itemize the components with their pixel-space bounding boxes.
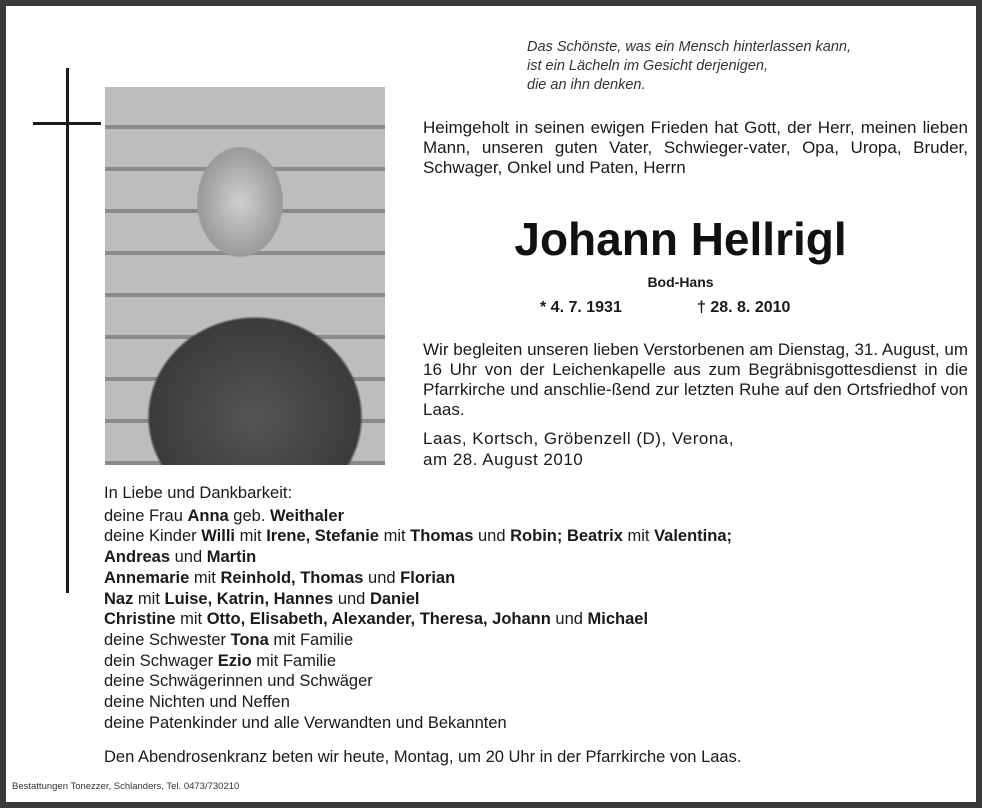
cross-icon: [66, 68, 69, 593]
family-heading: In Liebe und Dankbarkeit:: [104, 484, 293, 502]
family-text: mit: [133, 589, 165, 608]
family-name: Willi: [201, 527, 236, 546]
family-name: Thomas: [410, 527, 474, 546]
family-text: mit: [235, 527, 267, 546]
family-name: Luise, Katrin, Hannes: [164, 589, 334, 608]
family-name: Daniel: [369, 589, 420, 608]
family-name: Robin; Beatrix: [510, 527, 623, 546]
quote-line: die an ihn denken.: [527, 77, 646, 93]
places-line: Laas, Kortsch, Gröbenzell (D), Verona,: [423, 429, 734, 448]
family-line: [104, 713, 732, 734]
family-name: Andreas: [104, 548, 171, 567]
family-text: deine Kinder: [104, 527, 202, 546]
family-name: Ezio: [217, 651, 252, 670]
family-name: Weithaler: [270, 506, 344, 525]
family-list: [104, 483, 732, 733]
family-name: Valentina;: [654, 527, 733, 546]
family-line: [104, 526, 732, 547]
funeral-home-footer: Bestattungen Tonezzer, Schlanders, Tel. 0473/730210: [12, 781, 240, 792]
family-line: [104, 547, 732, 568]
family-text: und: [363, 568, 401, 587]
family-text: mit Familie: [251, 651, 337, 670]
cross-icon-bar: [33, 122, 101, 125]
family-text: dein Schwager: [104, 651, 218, 670]
family-text: deine Patenkinder und alle Verwandten und Bekannten: [104, 713, 507, 732]
family-text: deine Nichten und Neffen: [104, 693, 290, 712]
family-text: mit: [175, 610, 207, 629]
family-name: Christine: [104, 610, 176, 629]
family-name: Otto, Elisabeth, Alexander, Theresa, Johann: [206, 610, 551, 629]
family-line: [104, 568, 732, 589]
intro-text: Heimgeholt in seinen ewigen Frieden hat Gott, der Herr, meinen lieben Mann, unseren guten Vater, Schwieger-vater, Opa, Uropa, Bruder, Schwager, Onkel und Paten, Herrn: [423, 118, 968, 177]
quote: [527, 38, 851, 95]
family-line: [104, 609, 732, 630]
family-name: Tona: [230, 630, 269, 649]
family-line: [104, 671, 732, 692]
places-date: [423, 428, 734, 470]
family-text: und: [170, 548, 207, 567]
family-line: [104, 651, 732, 672]
deceased-name: Johann Hellrigl: [514, 213, 847, 265]
birth-date: * 4. 7. 1931: [540, 299, 622, 316]
family-text: und: [550, 610, 588, 629]
family-text: deine Schwester: [104, 630, 231, 649]
family-text: mit Familie: [268, 630, 354, 649]
family-line: [104, 692, 732, 713]
family-text: deine Schwägerinnen und Schwäger: [104, 672, 373, 691]
quote-line: ist ein Lächeln im Gesicht derjenigen,: [527, 58, 768, 74]
family-name: Annemarie: [104, 568, 190, 587]
family-line: [104, 630, 732, 651]
family-line: [104, 506, 732, 527]
family-name: Michael: [587, 610, 649, 629]
date-line: am 28. August 2010: [423, 450, 584, 469]
family-text: und: [473, 527, 511, 546]
closing-text: Den Abendrosenkranz beten wir heute, Montag, um 20 Uhr in der Pfarrkirche von Laas.: [104, 748, 742, 766]
nickname: Bod-Hans: [647, 274, 714, 290]
family-name: Florian: [400, 568, 456, 587]
family-text: mit: [378, 527, 411, 546]
family-name: Martin: [206, 548, 257, 567]
family-text: mit: [622, 527, 655, 546]
family-name: Reinhold, Thomas: [220, 568, 364, 587]
family-text: geb.: [228, 506, 271, 525]
portrait-photo: [105, 87, 385, 465]
death-date: † 28. 8. 2010: [697, 299, 791, 316]
family-text: deine Frau: [104, 506, 188, 525]
family-text: und: [333, 589, 370, 608]
family-name: Anna: [187, 506, 229, 525]
family-line: [104, 589, 732, 610]
funeral-text: Wir begleiten unseren lieben Verstorbenen am Dienstag, 31. August, um 16 Uhr von der Leichenkapelle aus zum Begräbnisgottesdienst in die Pfarrkirche und anschlie-ßend zur letzten Ruhe auf den Ortsfriedhof von Laas.: [423, 340, 968, 419]
quote-line: Das Schönste, was ein Mensch hinterlassen kann,: [527, 39, 852, 55]
family-name: Naz: [104, 589, 134, 608]
family-name: Irene, Stefanie: [266, 527, 379, 546]
family-text: mit: [189, 568, 221, 587]
